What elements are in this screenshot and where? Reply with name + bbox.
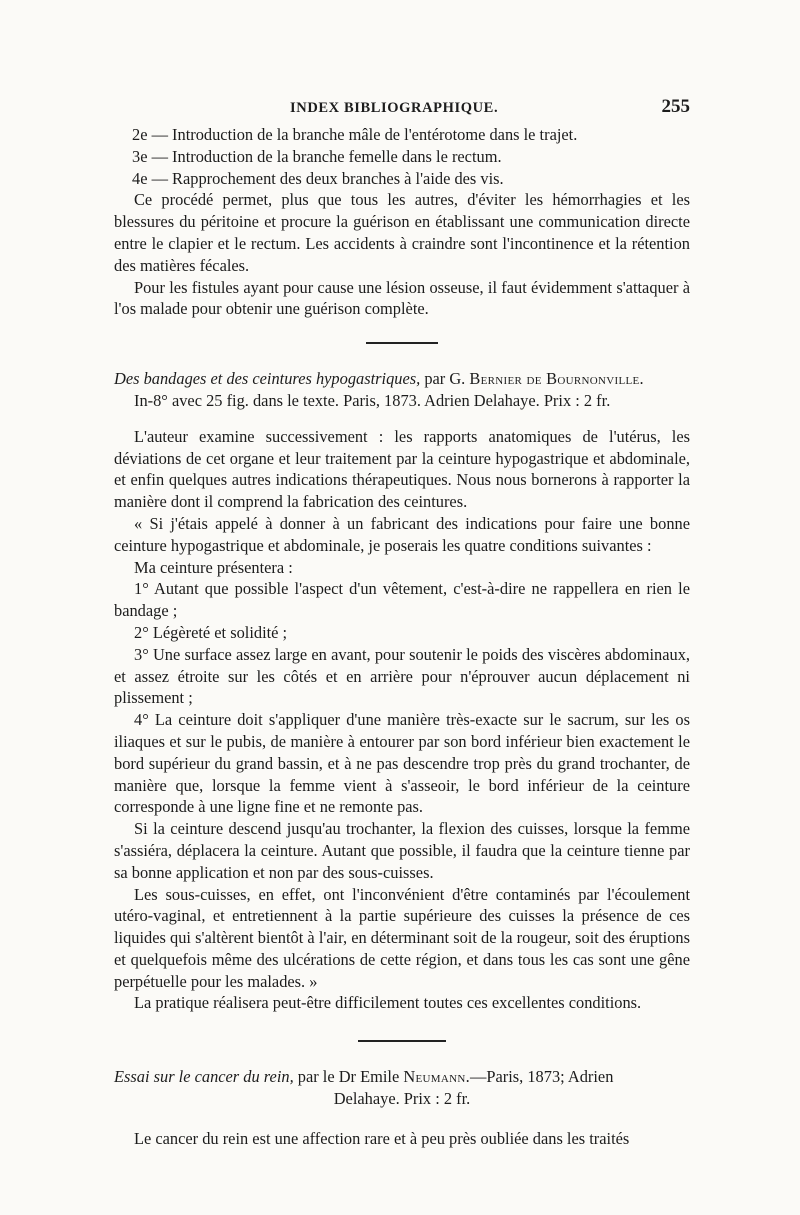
reference-details: —Paris, 1873; Adrien [469, 1067, 614, 1087]
quote-intro: Ma ceinture présentera : [134, 557, 293, 577]
reference-by: par le Dr Emile [293, 1067, 404, 1087]
page-number: 255 [661, 96, 690, 117]
step-4: 4e — Rapprochement des deux branches à l'aide des vis. [132, 168, 504, 188]
review-bandages [114, 368, 690, 1014]
quote-paragraph: Si la ceinture descend jusqu'au trochanter, la flexion des cuisses, lorsque la femme s'assiéra, déplacera la ceinture. Autant que possible, il faudra que la ceinture tienne par sa bonne application et non par des sous-cuisses. [114, 819, 690, 882]
review-paragraph: Le cancer du rein est une affection rare et à peu près oubliée dans les traités [134, 1128, 630, 1148]
condition-1: 1° Autant que possible l'aspect d'un vêtement, c'est-à-dire ne rappellera en rien le bandage ; [114, 579, 690, 621]
section-divider [358, 1040, 446, 1042]
paragraph-procedure: Ce procédé permet, plus que tous les autres, d'éviter les hémorrhagies et les blessures du péritoine et procure la guérison en établissant une communication directe entre le clapier et le rectum. Les accidents à craindre sont l'incontinence et la rétention des matières fécales. [114, 190, 690, 275]
reference-cancer [114, 1066, 690, 1088]
reference-details: Delahaye. Prix : 2 fr. [333, 1089, 471, 1109]
reference-details: In-8° avec 25 fig. dans le texte. Paris, 1873. Adrien Delahaye. Prix : 2 fr. [134, 390, 611, 410]
reference-title: Essai sur le cancer du rein, [114, 1067, 294, 1087]
reference-by: par G. [420, 369, 470, 389]
step-3: 3e — Introduction de la branche femelle dans le rectum. [132, 146, 502, 166]
condition-3: 3° Une surface assez large en avant, pour soutenir le poids des viscères abdominaux, et assez étroite sur les côtés et en arrière pour n'éprouver aucun déplacement ni plissement ; [114, 644, 690, 708]
quote-paragraph: Les sous-cuisses, en effet, ont l'inconvénient d'être contaminés par l'écoulement utéro-vaginal, et entretiennent à la partie supérieure des cuisses la présence de ces liquides qui s'altèrent bientôt à l'air, en déterminant soit de la rougeur, soit des éruptions et quelquefois même des ulcérations de cette région, et dans tous les cas sont une gêne perpétuelle pour les malades. » [114, 884, 690, 991]
running-title: INDEX BIBLIOGRAPHIQUE. [290, 100, 499, 116]
step-2: 2e — Introduction de la branche mâle de l'entérotome dans le trajet. [132, 125, 578, 144]
reference-title: Des bandages et des ceintures hypogastriques, [114, 369, 421, 389]
reference-author: Neumann. [403, 1067, 470, 1087]
condition-2: 2° Légèreté et solidité ; [134, 622, 288, 642]
reference-author: Bernier de Bournonville. [469, 369, 644, 389]
reference-bandages [114, 368, 690, 390]
review-conclusion: La pratique réalisera peut-être difficilement toutes ces excellentes conditions. [134, 993, 642, 1013]
page [114, 96, 690, 1150]
running-header [114, 96, 690, 124]
section-divider [366, 342, 438, 344]
paragraph-fistules: Pour les fistules ayant pour cause une lésion osseuse, il faut évidemment s'attaquer à l'os malade pour obtenir une guérison complète. [114, 277, 690, 319]
quote-paragraph: « Si j'étais appelé à donner à un fabricant des indications pour faire une bonne ceinture hypogastrique et abdominale, je poserais les quatre conditions suivantes : [114, 513, 690, 555]
review-cancer [114, 1066, 690, 1149]
review-paragraph: L'auteur examine successivement : les rapports anatomiques de l'utérus, les déviations de cet organe et leur traitement par la ceinture hypogastrique et abdominale, et enfin quelques autres indications thérapeutiques. Nous nous bornerons à rapporter la manière dont il comprend la fabrication des ceintures. [114, 426, 690, 512]
condition-4: 4° La ceinture doit s'appliquer d'une manière très-exacte sur le sacrum, sur les os iliaques et sur le pubis, de manière à entourer par son bord inférieur bien exactement le bord supérieur du grand bassin, et à ne pas descendre trop près du grand trochanter, de manière que, lorsque la femme vient à s'asseoir, le bord inférieur de la ceinture corresponde à une ligne fine et ne remonte pas. [114, 710, 690, 817]
procedure-steps [114, 124, 690, 320]
